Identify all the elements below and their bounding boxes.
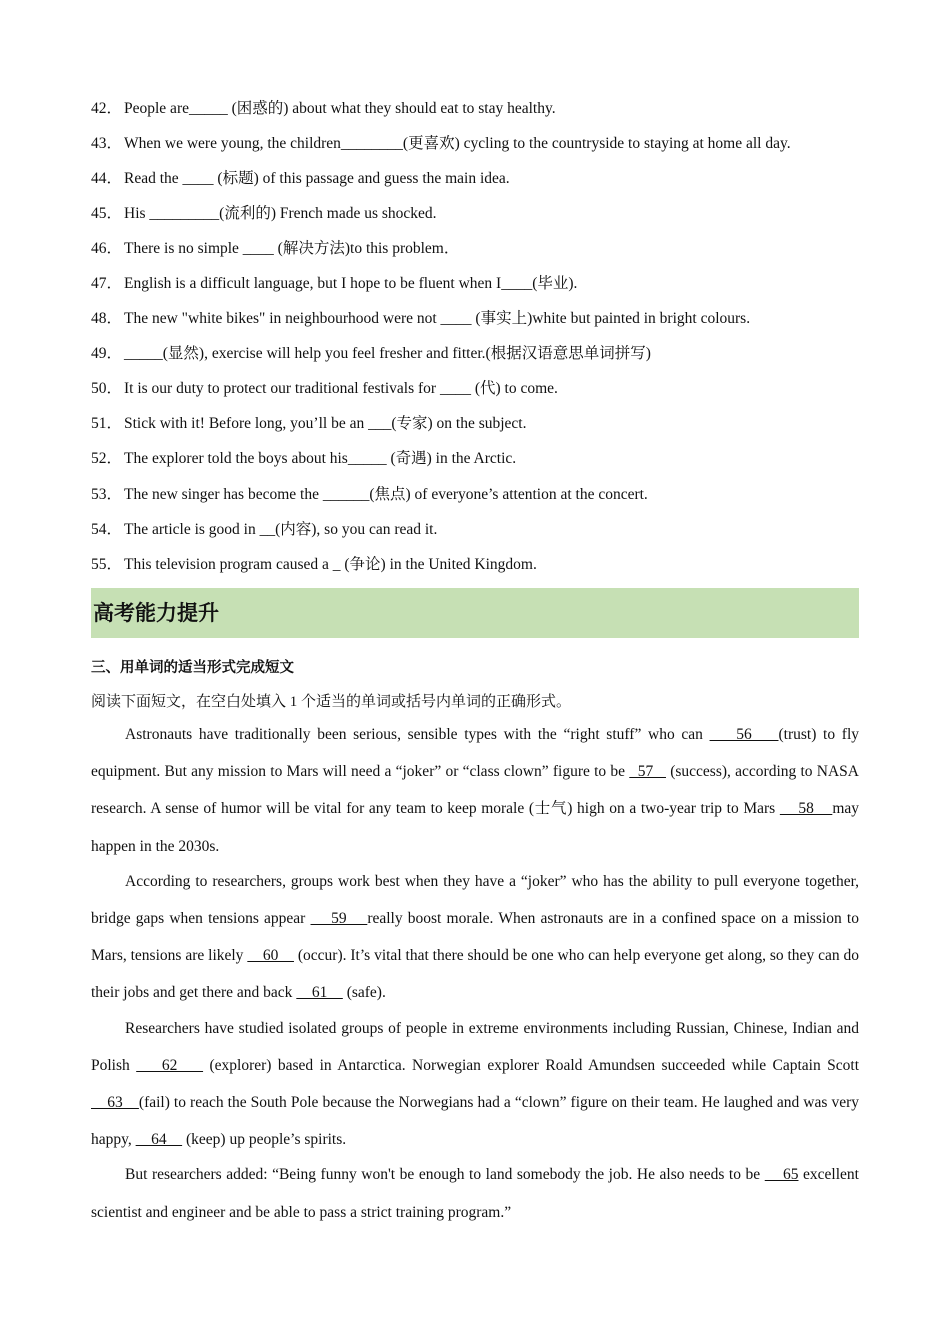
passage-text: But researchers added: “Being funny won't be enough to land somebody the job. He also needs to be [125, 1166, 765, 1184]
section-instruction: 阅读下面短文，在空白处填入 1 个适当的单词或括号内单词的正确形式。 [91, 694, 572, 710]
question-43 [91, 134, 791, 154]
question-number: 43． [91, 135, 123, 152]
section-heading: 三、用单词的适当形式完成短文 [91, 660, 294, 676]
blank-56: 56 [709, 726, 779, 743]
question-text: The explorer told the boys about his_____ (奇遇) in the Arctic. [124, 450, 517, 467]
blank-58: 58 [779, 800, 833, 818]
question-52 [91, 449, 516, 469]
question-text: It is our duty to protect our traditional festivals for ____ (代) to come. [124, 380, 558, 397]
question-text: This television program caused a _ (争论) in the United Kingdom. [124, 556, 537, 573]
blank-57: 57 [629, 763, 666, 781]
question-text: There is no simple ____ (解决方法)to this problem． [124, 240, 460, 257]
passage-text: (trust) to fly equipment. But any mission to Mars will need a “joker” or “class clown” figure to be [91, 726, 860, 781]
question-number: 50． [91, 380, 123, 397]
question-text: People are_____ (困惑的) about what they should eat to stay healthy. [124, 100, 556, 117]
question-number: 48． [91, 310, 123, 327]
question-number: 55． [91, 556, 123, 573]
question-55 [91, 555, 537, 575]
blank-60: 60 [247, 947, 294, 965]
question-45 [91, 204, 437, 224]
question-54 [91, 520, 437, 540]
paragraph-2 [91, 863, 859, 1012]
paragraph-3 [91, 1010, 859, 1159]
blank-63: 63 [91, 1094, 139, 1112]
question-53 [91, 485, 648, 505]
passage-text: excellent scientist and engineer and be able to pass a strict training program.” [91, 1166, 859, 1221]
passage-text: (explorer) based in Antarctica. Norwegian explorer Roald Amundsen succeeded while Captain Scott [203, 1056, 860, 1074]
passage-text: may happen in the 2030s. [91, 800, 860, 855]
blank-65: 65 [764, 1166, 799, 1184]
passage-text: (occur). It’s vital that there should be one who can help everyone get along, so they can do their jobs and get there and back [91, 947, 859, 1002]
question-49 [91, 344, 651, 364]
passage [91, 716, 859, 1231]
banner-title: 高考能力提升 [93, 601, 219, 625]
question-number: 51． [91, 415, 123, 432]
question-48 [91, 309, 750, 329]
question-text: When we were young, the children________(更喜欢) cycling to the countryside to staying at home all day. [124, 135, 791, 152]
question-47 [91, 274, 577, 294]
question-text: The new singer has become the ______(焦点) of everyone’s attention at the concert. [124, 486, 648, 503]
blank-62: 62 [136, 1056, 204, 1074]
question-text: The article is good in __(内容), so you can read it. [124, 521, 438, 538]
question-text: Stick with it! Before long, you’ll be an ___(专家) on the subject. [124, 415, 527, 432]
section-banner [91, 588, 859, 638]
passage-text: (keep) up people’s spirits. [182, 1131, 347, 1149]
blank-59: 59 [310, 910, 368, 928]
question-46 [91, 239, 459, 259]
question-44 [91, 169, 510, 189]
question-51 [91, 414, 527, 434]
question-number: 49． [91, 345, 123, 362]
question-number: 53． [91, 486, 123, 503]
passage-text: Astronauts have traditionally been serious, sensible types with the “right stuff” who can [125, 726, 710, 743]
question-number: 47． [91, 275, 123, 292]
paragraph-4 [91, 1156, 859, 1230]
passage-text: According to researchers, groups work best when they have a “joker” who has the ability to pull everyone together, bridge gaps when tensions appear [91, 872, 859, 928]
paragraph-1 [91, 716, 859, 865]
passage-text: (safe). [342, 984, 386, 1002]
passage-text: really boost morale. When astronauts are in a confined space on a mission to Mars, tensions are likely [91, 910, 859, 965]
question-number: 54． [91, 521, 123, 538]
passage-text: (success), according to NASA research. A sense of humor will be vital for any team to keep morale (士气) high on a two-year trip to Mars [91, 763, 859, 818]
blank-64: 64 [135, 1131, 183, 1149]
question-text: _____(显然), exercise will help you feel fresher and fitter.(根据汉语意思单词拼写) [124, 345, 651, 362]
question-number: 42． [91, 100, 123, 117]
question-number: 46． [91, 240, 123, 257]
question-number: 45． [91, 205, 123, 222]
question-50 [91, 379, 558, 399]
question-text: The new "white bikes" in neighbourhood were not ____ (事实上)white but painted in bright colours. [124, 310, 751, 327]
question-text: His _________(流利的) French made us shocked. [124, 205, 437, 222]
passage-text: (fail) to reach the South Pole because the Norwegians had a “clown” figure on their team. He laughed and was very happy, [91, 1094, 859, 1149]
blank-61: 61 [296, 984, 343, 1002]
question-number: 44． [91, 170, 123, 187]
question-number: 52． [91, 450, 123, 467]
passage-text: Researchers have studied isolated groups of people in extreme environments including Russian, Chinese, Indian and Polish [91, 1019, 859, 1074]
question-42 [91, 99, 556, 119]
question-text: Read the ____ (标题) of this passage and guess the main idea. [124, 170, 510, 187]
question-text: English is a difficult language, but I hope to be fluent when I____(毕业). [124, 275, 578, 292]
